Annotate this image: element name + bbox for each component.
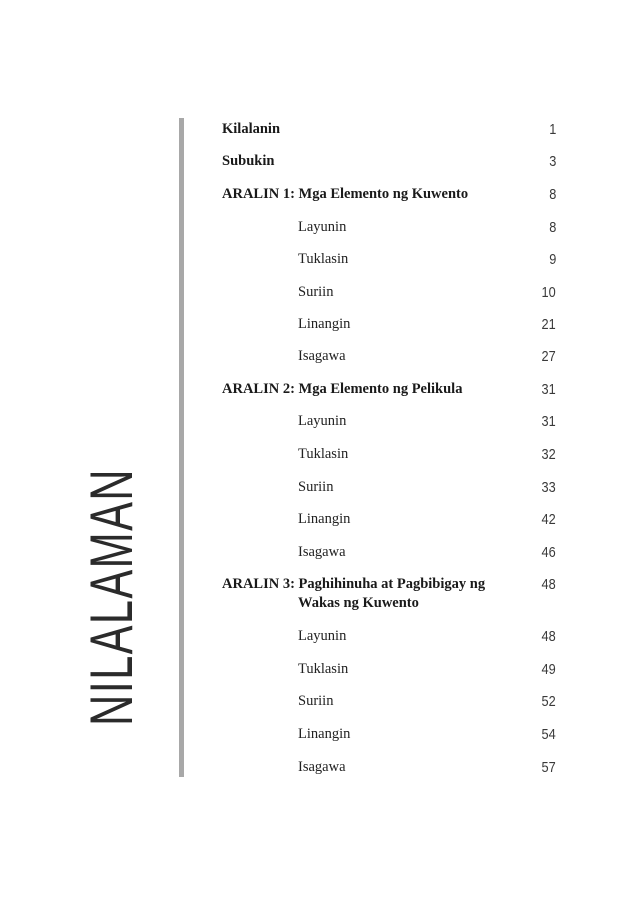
- toc-entry-label: Isagawa: [298, 348, 346, 364]
- toc-entry-label: Layunin: [298, 413, 347, 429]
- toc-page-number: 3: [548, 153, 556, 170]
- toc-page-number: 1: [548, 121, 556, 138]
- toc-entry-label: [222, 575, 485, 613]
- toc-page-number: 54: [541, 726, 556, 743]
- toc-entry-label-line-2: Wakas ng Kuwento: [298, 595, 419, 611]
- toc-entry-label: Linangin: [298, 511, 351, 527]
- toc-page-number: 27: [541, 348, 556, 365]
- toc-page-number: 32: [541, 446, 556, 463]
- toc-page-number: 31: [541, 413, 556, 430]
- toc-page-number: 48: [541, 628, 556, 645]
- toc-page-number: 48: [541, 576, 556, 593]
- toc-entry-label: Linangin: [298, 726, 351, 742]
- toc-page-number: 10: [541, 284, 556, 301]
- toc-entry-label: Tuklasin: [298, 251, 349, 267]
- section-title-text: NILALAMAN: [78, 468, 145, 726]
- toc-entry-label: Layunin: [298, 628, 347, 644]
- toc-entry-label: Isagawa: [298, 759, 346, 775]
- toc-page-number: 8: [548, 219, 556, 236]
- toc-entry-label: ARALIN 2: Mga Elemento ng Pelikula: [222, 381, 463, 397]
- toc-entry-label: Tuklasin: [298, 661, 349, 677]
- toc-entry-label: Linangin: [298, 316, 351, 332]
- toc-page-number: 31: [541, 381, 556, 398]
- toc-page-number: 52: [541, 693, 556, 710]
- toc-entry-label: Kilalanin: [222, 121, 281, 137]
- toc-page-number: 46: [541, 544, 556, 561]
- toc-page-number: 21: [541, 316, 556, 333]
- toc-entry-label: Isagawa: [298, 544, 346, 560]
- toc-entry-label-line-1: ARALIN 3: Paghihinuha at Pagbibigay ng: [222, 576, 486, 592]
- toc-page-number: 9: [548, 251, 556, 268]
- toc-entry-label: ARALIN 1: Mga Elemento ng Kuwento: [222, 186, 469, 202]
- toc-entry-label: Tuklasin: [298, 446, 349, 462]
- toc-entry-label: Suriin: [298, 479, 334, 495]
- toc-entry-label: Suriin: [298, 693, 334, 709]
- toc-page-number: 8: [548, 186, 556, 203]
- toc-page-number: 49: [541, 661, 556, 678]
- toc-page-number: 57: [541, 759, 556, 776]
- toc-page-number: 42: [541, 511, 556, 528]
- toc-entry-label: Layunin: [298, 219, 347, 235]
- toc-entry-label: Subukin: [222, 153, 275, 169]
- toc-page-number: 33: [541, 479, 556, 496]
- toc-entry-label: Suriin: [298, 284, 334, 300]
